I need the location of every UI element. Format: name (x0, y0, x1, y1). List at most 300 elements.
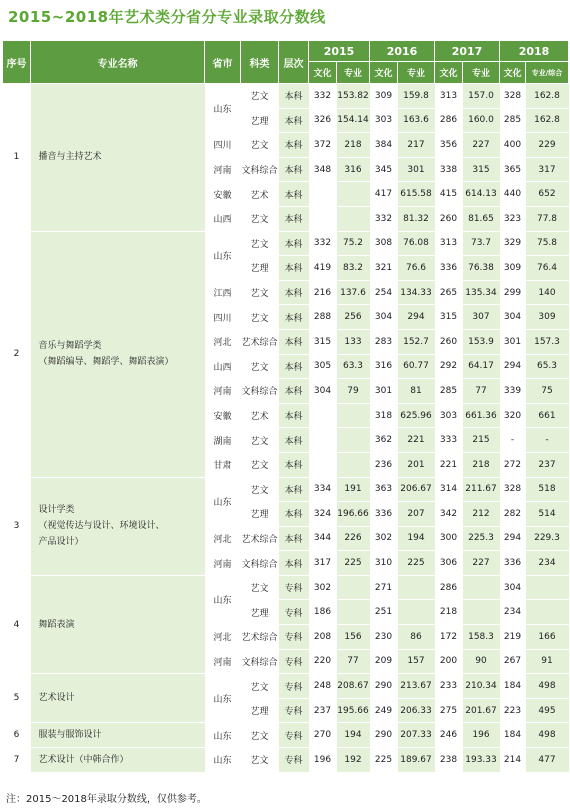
province-cell: 河北 (205, 625, 241, 650)
score-cell: 76.4 (526, 256, 569, 281)
score-cell: 292 (435, 354, 463, 379)
level-cell: 专科 (279, 649, 309, 674)
table-row (3, 748, 569, 773)
row-seq: 3 (3, 477, 31, 575)
score-cell: 304 (370, 305, 398, 330)
score-cell: 309 (526, 305, 569, 330)
score-cell: 290 (370, 674, 398, 699)
score-cell: 184 (500, 723, 526, 748)
level-cell: 本科 (279, 551, 309, 576)
table-header (3, 41, 569, 84)
score-cell: 303 (435, 403, 463, 428)
score-cell: 316 (370, 354, 398, 379)
province-cell: 河南 (205, 649, 241, 674)
score-cell: 332 (309, 84, 337, 109)
score-cell: 294 (398, 305, 435, 330)
major-group (3, 575, 569, 673)
score-cell: 134.33 (398, 280, 435, 305)
score-cell: 215 (463, 428, 500, 453)
score-cell: 194 (398, 526, 435, 551)
score-cell: 315 (463, 157, 500, 182)
score-cell: 652 (526, 182, 569, 207)
score-cell: 306 (435, 551, 463, 576)
major-name-line: 艺术设计（中韩合作） (38, 754, 129, 765)
score-cell: 63.3 (337, 354, 370, 379)
score-cell: 332 (309, 231, 337, 256)
score-cell: 208 (309, 625, 337, 650)
score-cell (526, 575, 569, 600)
score-cell: 81 (398, 379, 435, 404)
score-cell: 221 (435, 452, 463, 477)
score-cell: 304 (500, 575, 526, 600)
score-cell (337, 452, 370, 477)
score-cell: 162.8 (526, 84, 569, 109)
score-cell: 79 (337, 379, 370, 404)
score-cell: 157.3 (526, 329, 569, 354)
score-cell: 333 (435, 428, 463, 453)
header-culture-2017: 文化 (435, 62, 463, 84)
level-cell: 本科 (279, 133, 309, 158)
score-cell: 300 (435, 526, 463, 551)
major-name-line: 音乐与舞蹈学类 (38, 341, 102, 352)
major-name (31, 575, 205, 673)
table-row (3, 674, 569, 699)
score-cell (337, 206, 370, 231)
score-cell (398, 600, 435, 625)
province-cell: 河南 (205, 379, 241, 404)
level-cell: 专科 (279, 723, 309, 748)
score-cell: 86 (398, 625, 435, 650)
score-cell: 336 (435, 256, 463, 281)
score-cell: 304 (309, 379, 337, 404)
score-cell (309, 428, 337, 453)
score-cell: 313 (435, 84, 463, 109)
score-cell: 212 (463, 502, 500, 527)
province-cell: 山东 (205, 575, 241, 624)
category-cell: 艺文 (241, 280, 279, 305)
score-cell: 625.96 (398, 403, 435, 428)
major-name (31, 723, 205, 748)
province-cell: 山东 (205, 723, 241, 748)
level-cell: 本科 (279, 182, 309, 207)
score-cell: 384 (370, 133, 398, 158)
score-cell: 227 (463, 551, 500, 576)
score-cell: 400 (500, 133, 526, 158)
major-name-line: （舞蹈编导、舞蹈学、舞蹈表演） (38, 357, 174, 368)
score-cell: 218 (337, 133, 370, 158)
score-cell: 230 (370, 625, 398, 650)
province-cell: 山东 (205, 84, 241, 133)
major-name (31, 477, 205, 575)
score-cell: 225 (370, 748, 398, 773)
level-cell: 本科 (279, 305, 309, 330)
major-name-line: （视觉传达与设计、环境设计、 (38, 521, 165, 532)
level-cell: 本科 (279, 280, 309, 305)
score-cell: 301 (370, 379, 398, 404)
score-cell: 305 (309, 354, 337, 379)
admission-score-table (2, 40, 569, 773)
score-cell: 207.33 (398, 723, 435, 748)
score-cell: 200 (435, 649, 463, 674)
score-cell: 219 (500, 625, 526, 650)
level-cell: 专科 (279, 748, 309, 773)
level-cell: 专科 (279, 674, 309, 699)
score-cell: 265 (435, 280, 463, 305)
score-cell: 415 (435, 182, 463, 207)
score-cell: 288 (309, 305, 337, 330)
level-cell: 本科 (279, 231, 309, 256)
score-cell: 75 (526, 379, 569, 404)
score-cell: 307 (463, 305, 500, 330)
score-cell: 237 (526, 452, 569, 477)
score-cell: 246 (435, 723, 463, 748)
score-cell: 518 (526, 477, 569, 502)
score-cell (337, 403, 370, 428)
score-cell: 271 (370, 575, 398, 600)
score-cell: 419 (309, 256, 337, 281)
score-cell: 191 (337, 477, 370, 502)
score-cell: 321 (370, 256, 398, 281)
score-cell: 196 (463, 723, 500, 748)
header-culture-2015: 文化 (309, 62, 337, 84)
score-cell: 225 (398, 551, 435, 576)
major-name-line: 艺术设计 (38, 693, 75, 704)
score-cell: 77 (337, 649, 370, 674)
score-cell: 65.3 (526, 354, 569, 379)
level-cell: 本科 (279, 477, 309, 502)
header-major-score-2017: 专业 (463, 62, 500, 84)
score-cell: 332 (370, 206, 398, 231)
category-cell: 艺理 (241, 256, 279, 281)
score-cell: 314 (435, 477, 463, 502)
score-cell: 294 (500, 526, 526, 551)
score-cell: 210.34 (463, 674, 500, 699)
level-cell: 专科 (279, 698, 309, 723)
score-cell: 207 (398, 502, 435, 527)
score-cell: 326 (309, 108, 337, 133)
score-cell: 254 (370, 280, 398, 305)
category-cell: 艺理 (241, 502, 279, 527)
score-cell: 159.8 (398, 84, 435, 109)
major-group (3, 674, 569, 723)
level-cell: 专科 (279, 600, 309, 625)
score-cell: 60.77 (398, 354, 435, 379)
score-cell: - (500, 428, 526, 453)
score-cell: 363 (370, 477, 398, 502)
header-seq: 序号 (3, 41, 31, 84)
score-cell: 229 (526, 133, 569, 158)
score-cell: 313 (435, 231, 463, 256)
score-cell: 184 (500, 674, 526, 699)
score-cell: 163.6 (398, 108, 435, 133)
score-cell: 83.2 (337, 256, 370, 281)
score-cell: 285 (500, 108, 526, 133)
score-cell: 91 (526, 649, 569, 674)
score-cell: 64.17 (463, 354, 500, 379)
score-cell: 318 (370, 403, 398, 428)
province-cell: 山西 (205, 354, 241, 379)
header-major: 专业名称 (31, 41, 205, 84)
score-cell: 661 (526, 403, 569, 428)
province-cell: 甘肃 (205, 452, 241, 477)
score-cell: 615.58 (398, 182, 435, 207)
score-cell: 236 (370, 452, 398, 477)
row-seq: 2 (3, 231, 31, 477)
score-cell: 162.8 (526, 108, 569, 133)
score-cell: 218 (435, 600, 463, 625)
score-cell: 233 (435, 674, 463, 699)
major-name-line: 设计学类 (38, 505, 75, 516)
category-cell: 艺术综合 (241, 526, 279, 551)
header-major-score-2016: 专业 (398, 62, 435, 84)
score-cell: 304 (500, 305, 526, 330)
score-cell: 348 (309, 157, 337, 182)
score-cell: 90 (463, 649, 500, 674)
score-cell: 661.36 (463, 403, 500, 428)
category-cell: 艺文 (241, 133, 279, 158)
score-cell: 275 (435, 698, 463, 723)
score-cell: 344 (309, 526, 337, 551)
province-cell: 山东 (205, 748, 241, 773)
category-cell: 艺理 (241, 108, 279, 133)
score-cell: 301 (500, 329, 526, 354)
score-cell: 211.67 (463, 477, 500, 502)
score-cell: 223 (500, 698, 526, 723)
score-cell: 362 (370, 428, 398, 453)
level-cell: 本科 (279, 108, 309, 133)
category-cell: 艺文 (241, 575, 279, 600)
province-cell: 安徽 (205, 182, 241, 207)
score-cell: 214 (500, 748, 526, 773)
score-cell: 81.65 (463, 206, 500, 231)
header-major-score-2018: 专业/综合 (526, 62, 569, 84)
score-cell: - (526, 428, 569, 453)
level-cell: 本科 (279, 502, 309, 527)
level-cell: 本科 (279, 157, 309, 182)
level-cell: 本科 (279, 379, 309, 404)
score-cell: 194 (337, 723, 370, 748)
category-cell: 文科综合 (241, 649, 279, 674)
score-cell: 216 (309, 280, 337, 305)
level-cell: 专科 (279, 625, 309, 650)
major-name (31, 748, 205, 773)
score-cell: 301 (398, 157, 435, 182)
category-cell: 艺文 (241, 748, 279, 773)
major-name-line: 舞蹈表演 (38, 619, 75, 630)
score-cell: 294 (500, 354, 526, 379)
score-cell (337, 600, 370, 625)
score-cell: 237 (309, 698, 337, 723)
province-cell: 四川 (205, 133, 241, 158)
score-cell: 260 (435, 206, 463, 231)
major-name-line: 服装与服饰设计 (38, 730, 102, 741)
score-cell: 249 (370, 698, 398, 723)
score-cell: 303 (370, 108, 398, 133)
score-cell (526, 600, 569, 625)
score-cell: 498 (526, 723, 569, 748)
score-cell (463, 575, 500, 600)
score-cell: 309 (370, 84, 398, 109)
header-culture-2016: 文化 (370, 62, 398, 84)
score-cell: 213.67 (398, 674, 435, 699)
score-cell: 315 (309, 329, 337, 354)
score-cell: 77.8 (526, 206, 569, 231)
level-cell: 本科 (279, 354, 309, 379)
score-cell: 477 (526, 748, 569, 773)
score-cell: 498 (526, 674, 569, 699)
score-cell: 317 (309, 551, 337, 576)
score-cell: 154.14 (337, 108, 370, 133)
score-cell: 133 (337, 329, 370, 354)
row-seq: 1 (3, 84, 31, 232)
province-cell: 湖南 (205, 428, 241, 453)
score-cell: 356 (435, 133, 463, 158)
level-cell: 本科 (279, 526, 309, 551)
row-seq: 6 (3, 723, 31, 748)
score-cell: 81.32 (398, 206, 435, 231)
score-cell: 614.13 (463, 182, 500, 207)
score-cell: 290 (370, 723, 398, 748)
score-cell: 137.6 (337, 280, 370, 305)
category-cell: 艺文 (241, 231, 279, 256)
score-cell: 193.33 (463, 748, 500, 773)
level-cell: 本科 (279, 256, 309, 281)
category-cell: 艺文 (241, 477, 279, 502)
score-cell: 186 (309, 600, 337, 625)
category-cell: 艺文 (241, 428, 279, 453)
score-cell: 201.67 (463, 698, 500, 723)
score-cell: 328 (500, 477, 526, 502)
score-cell (337, 428, 370, 453)
category-cell: 艺文 (241, 674, 279, 699)
header-province: 省市 (205, 41, 241, 84)
score-cell: 166 (526, 625, 569, 650)
score-cell: 209 (370, 649, 398, 674)
province-cell: 河北 (205, 526, 241, 551)
score-cell: 440 (500, 182, 526, 207)
score-cell: 189.67 (398, 748, 435, 773)
score-cell: 339 (500, 379, 526, 404)
score-cell: 234 (526, 551, 569, 576)
score-cell (337, 575, 370, 600)
category-cell: 艺术 (241, 403, 279, 428)
score-cell: 260 (435, 329, 463, 354)
category-cell: 艺术综合 (241, 625, 279, 650)
score-cell: 282 (500, 502, 526, 527)
province-cell: 山东 (205, 674, 241, 723)
category-cell: 文科综合 (241, 379, 279, 404)
score-cell: 208.67 (337, 674, 370, 699)
score-cell: 218 (463, 452, 500, 477)
score-cell: 283 (370, 329, 398, 354)
level-cell: 本科 (279, 329, 309, 354)
score-cell: 76.38 (463, 256, 500, 281)
score-cell: 73.7 (463, 231, 500, 256)
score-cell: 157.0 (463, 84, 500, 109)
category-cell: 艺文 (241, 305, 279, 330)
level-cell: 本科 (279, 428, 309, 453)
header-category: 科类 (241, 41, 279, 84)
score-cell: 267 (500, 649, 526, 674)
score-cell: 156 (337, 625, 370, 650)
score-cell: 308 (370, 231, 398, 256)
table-row (3, 723, 569, 748)
footnote: 注：2015～2018年录取分数线，仅供参考。 (6, 794, 207, 805)
score-cell: 286 (435, 108, 463, 133)
score-cell: 309 (500, 256, 526, 281)
score-cell: 285 (435, 379, 463, 404)
category-cell: 艺理 (241, 600, 279, 625)
province-cell: 河北 (205, 329, 241, 354)
header-year-2015: 2015 (309, 41, 370, 62)
score-cell: 153.9 (463, 329, 500, 354)
score-cell: 76.6 (398, 256, 435, 281)
province-cell: 河南 (205, 157, 241, 182)
province-cell: 山东 (205, 231, 241, 280)
score-cell: 323 (500, 206, 526, 231)
score-cell: 495 (526, 698, 569, 723)
score-cell: 417 (370, 182, 398, 207)
score-cell: 299 (500, 280, 526, 305)
category-cell: 文科综合 (241, 157, 279, 182)
score-cell: 372 (309, 133, 337, 158)
major-group (3, 477, 569, 575)
score-cell: 317 (526, 157, 569, 182)
row-seq: 4 (3, 575, 31, 673)
score-cell (337, 182, 370, 207)
level-cell: 专科 (279, 575, 309, 600)
header-year-2017: 2017 (435, 41, 500, 62)
score-cell: 286 (435, 575, 463, 600)
category-cell: 艺术综合 (241, 329, 279, 354)
major-name (31, 674, 205, 723)
score-cell: 135.34 (463, 280, 500, 305)
score-cell: 196.66 (337, 502, 370, 527)
category-cell: 艺文 (241, 84, 279, 109)
level-cell: 本科 (279, 206, 309, 231)
score-cell: 272 (500, 452, 526, 477)
score-cell: 256 (337, 305, 370, 330)
score-cell: 206.67 (398, 477, 435, 502)
score-cell: 514 (526, 502, 569, 527)
score-cell: 345 (370, 157, 398, 182)
score-cell (309, 182, 337, 207)
table-row (3, 84, 569, 109)
score-cell: 220 (309, 649, 337, 674)
category-cell: 艺文 (241, 452, 279, 477)
score-cell: 75.8 (526, 231, 569, 256)
score-cell: 234 (500, 600, 526, 625)
major-name (31, 84, 205, 232)
score-cell: 229.3 (526, 526, 569, 551)
score-cell: 324 (309, 502, 337, 527)
score-cell: 140 (526, 280, 569, 305)
category-cell: 艺术 (241, 182, 279, 207)
score-cell: 342 (435, 502, 463, 527)
score-cell: 196 (309, 748, 337, 773)
header-culture-2018: 文化 (500, 62, 526, 84)
score-cell: 77 (463, 379, 500, 404)
category-cell: 艺文 (241, 723, 279, 748)
page-title: 2015~2018年艺术类分省分专业录取分数线 (8, 8, 326, 26)
level-cell: 本科 (279, 84, 309, 109)
score-cell: 221 (398, 428, 435, 453)
score-cell: 192 (337, 748, 370, 773)
category-cell: 艺理 (241, 698, 279, 723)
row-seq: 7 (3, 748, 31, 773)
score-cell: 201 (398, 452, 435, 477)
score-cell: 328 (500, 84, 526, 109)
